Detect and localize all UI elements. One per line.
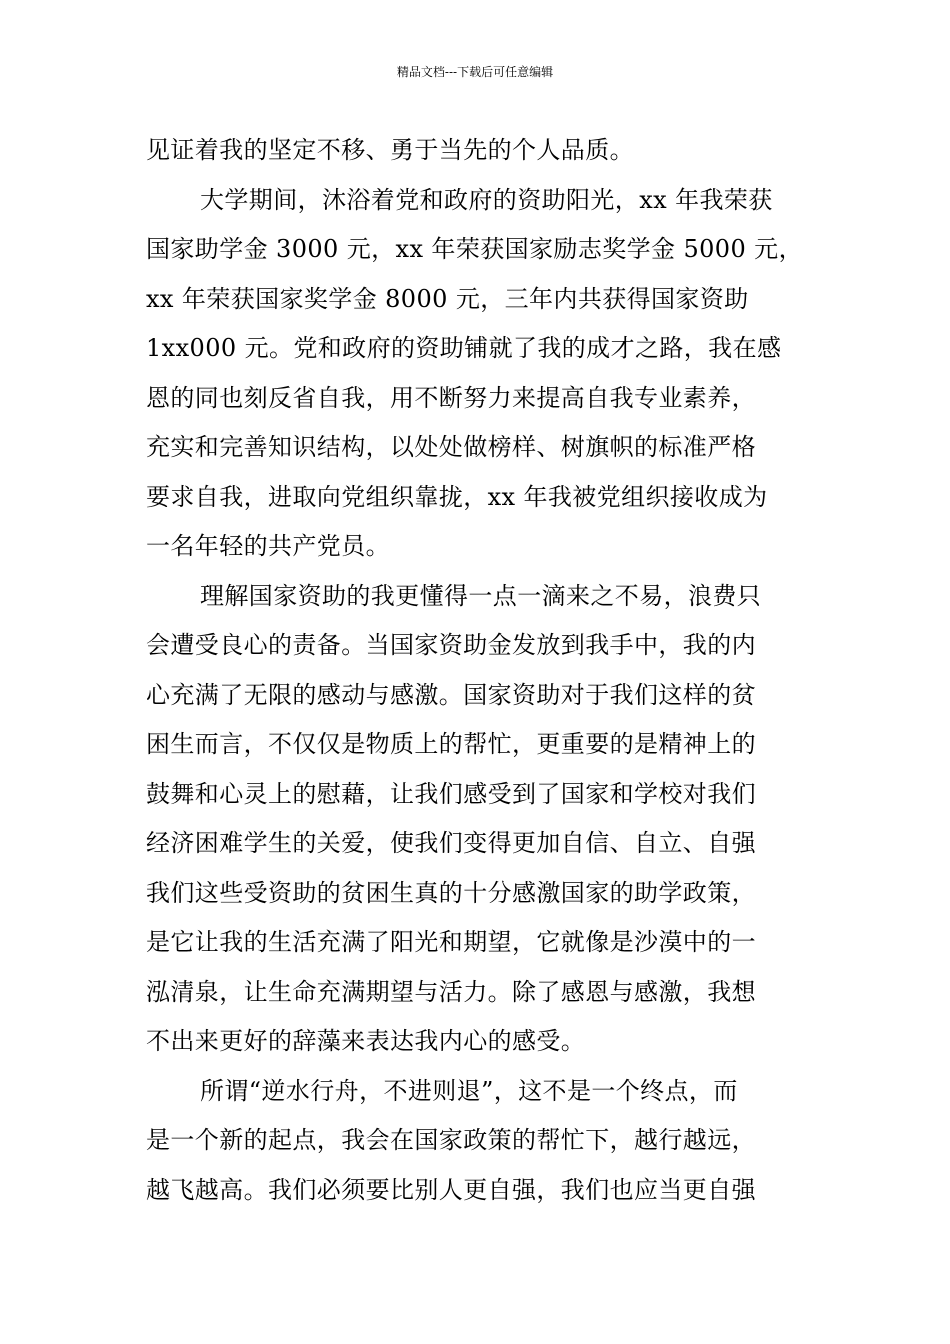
text-line: xx 年荣获国家奖学金 8000 元，三年内共获得国家资助 xyxy=(146,284,749,313)
text-line: 理解国家资助的我更懂得一点一滴来之不易，浪费只 xyxy=(200,581,762,610)
text-line: 是它让我的生活充满了阳光和期望，它就像是沙漠中的一 xyxy=(146,928,756,956)
text-line: 心充满了无限的感动与感激。国家资助对于我们这样的贫 xyxy=(146,680,756,709)
text-line: 是一个新的起点，我会在国家政策的帮忙下，越行越远， xyxy=(146,1126,756,1154)
text-line: 国家助学金 3000 元，xx 年荣获国家励志奖学金 5000 元， xyxy=(146,235,803,263)
text-line: 所谓“逆水行舟，不进则退”，这不是一个终点，而 xyxy=(200,1076,738,1105)
text-line: 鼓舞和心灵上的慰藉，让我们感受到了国家和学校对我们 xyxy=(146,779,756,808)
text-line: 泓清泉，让生命充满期望与活力。除了感恩与感激，我想 xyxy=(146,977,756,1006)
text-line: 一名年轻的共产党员。 xyxy=(146,532,390,560)
text-line: 1xx000 元。党和政府的资助铺就了我的成才之路，我在感 xyxy=(146,334,782,362)
text-line: 困生而言，不仅仅是物质上的帮忙，更重要的是精神上的 xyxy=(146,730,756,758)
text-line: 越飞越高。我们必须要比别人更自强，我们也应当更自强 xyxy=(146,1175,756,1204)
text-line: 见证着我的坚定不移、勇于当先的个人品质。 xyxy=(146,136,634,164)
document-body xyxy=(146,126,826,1215)
text-line: 我们这些受资助的贫困生真的十分感激国家的助学政策， xyxy=(146,878,756,907)
text-line: 充实和完善知识结构，以处处做榜样、树旗帜的标准严格 xyxy=(146,433,756,461)
text-line: 会遭受良心的责备。当国家资助金发放到我手中，我的内 xyxy=(146,631,756,659)
text-line: 恩的同也刻反省自我，用不断努力来提高自我专业素养， xyxy=(146,383,756,412)
text-line: 大学期间，沐浴着党和政府的资助阳光，xx 年我荣获 xyxy=(200,185,773,214)
text-line: 经济困难学生的关爱，使我们变得更加自信、自立、自强 xyxy=(146,829,756,857)
page-header: 精品文档---下载后可任意编辑 xyxy=(396,65,554,79)
text-line: 不出来更好的辞藻来表达我内心的感受。 xyxy=(146,1027,586,1055)
text-line: 要求自我，进取向党组织靠拢，xx 年我被党组织接收成为 xyxy=(146,482,768,511)
